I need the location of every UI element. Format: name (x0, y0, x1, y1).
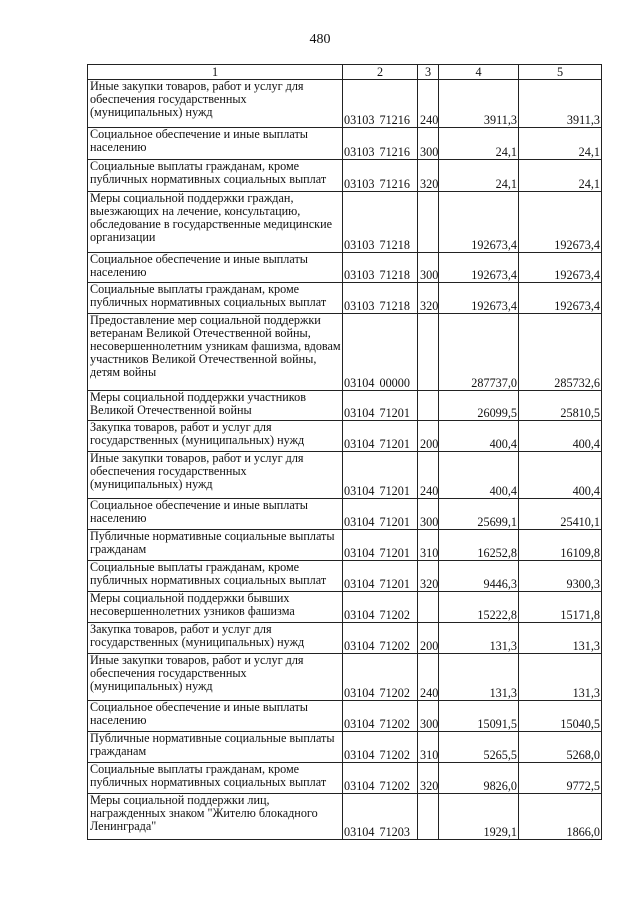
row-code-article: 71216 (379, 145, 410, 159)
page-number: 480 (309, 32, 331, 47)
row-amount-col5: 131,3 (519, 623, 602, 654)
table-row (88, 128, 602, 160)
row-amount-col4: 15222,8 (439, 592, 519, 623)
table-row (88, 314, 602, 391)
row-code (343, 283, 418, 314)
table-row (88, 763, 602, 794)
row-expense-type: 310 (418, 732, 439, 763)
row-amount-col5: 5268,0 (519, 732, 602, 763)
column-header-4: 4 (439, 65, 519, 80)
row-amount-col5: 15040,5 (519, 701, 602, 732)
row-amount-col4: 131,3 (439, 654, 519, 701)
row-code (343, 763, 418, 794)
row-code-article: 71201 (379, 546, 410, 560)
row-code (343, 160, 418, 192)
row-code (343, 192, 418, 253)
row-expense-type (418, 391, 439, 421)
table-header-row (88, 65, 602, 80)
row-amount-col4: 192673,4 (439, 253, 519, 283)
row-code-section: 03104 (344, 577, 375, 591)
row-code (343, 623, 418, 654)
row-amount-col5: 131,3 (519, 654, 602, 701)
row-amount-col5: 15171,8 (519, 592, 602, 623)
row-amount-col5: 9300,3 (519, 561, 602, 592)
row-name: Социальное обеспечение и иные выплаты населению (88, 499, 343, 530)
row-code-section: 03104 (344, 608, 375, 622)
row-name: Закупка товаров, работ и услуг для государственных (муниципальных) нужд (88, 623, 343, 654)
row-code-section: 03104 (344, 515, 375, 529)
row-amount-col4: 287737,0 (439, 314, 519, 391)
row-expense-type: 300 (418, 499, 439, 530)
row-code-article: 71201 (379, 577, 410, 591)
row-code-article: 71218 (379, 268, 410, 282)
row-code-article: 71202 (379, 779, 410, 793)
row-expense-type: 240 (418, 654, 439, 701)
table-row (88, 499, 602, 530)
row-code-section: 03104 (344, 686, 375, 700)
row-name: Социальные выплаты гражданам, кроме публичных нормативных социальных выплат (88, 283, 343, 314)
row-code (343, 530, 418, 561)
row-name: Меры социальной поддержки бывших несовершеннолетних узников фашизма (88, 592, 343, 623)
row-expense-type: 240 (418, 452, 439, 499)
row-code-article: 71201 (379, 406, 410, 420)
row-expense-type: 320 (418, 763, 439, 794)
row-amount-col4: 5265,5 (439, 732, 519, 763)
row-code-section: 03104 (344, 825, 375, 839)
table-body (88, 80, 602, 840)
row-code-section: 03104 (344, 546, 375, 560)
row-code-section: 03103 (344, 238, 375, 252)
row-name: Социальное обеспечение и иные выплаты населению (88, 253, 343, 283)
row-code-article: 00000 (379, 376, 410, 390)
row-code-article: 71201 (379, 515, 410, 529)
row-name: Меры социальной поддержки участников Великой Отечественной войны (88, 391, 343, 421)
row-code (343, 452, 418, 499)
row-code-section: 03104 (344, 376, 375, 390)
row-amount-col5: 400,4 (519, 452, 602, 499)
row-name: Иные закупки товаров, работ и услуг для обеспечения государственных (муниципальных) нужд (88, 654, 343, 701)
table-row (88, 561, 602, 592)
row-code-section: 03103 (344, 268, 375, 282)
row-name: Публичные нормативные социальные выплаты гражданам (88, 530, 343, 561)
table-row (88, 192, 602, 253)
row-code (343, 314, 418, 391)
row-code (343, 391, 418, 421)
table-row (88, 732, 602, 763)
row-amount-col5: 16109,8 (519, 530, 602, 561)
budget-table (87, 64, 602, 840)
row-expense-type (418, 192, 439, 253)
table-row (88, 592, 602, 623)
row-code (343, 80, 418, 128)
table-row (88, 391, 602, 421)
row-expense-type: 310 (418, 530, 439, 561)
row-name: Меры социальной поддержки граждан, выезжающих на лечение, консультацию, обследование в государственные медицинские организации (88, 192, 343, 253)
row-code-article: 71216 (379, 177, 410, 191)
row-name: Меры социальной поддержки лиц, награжденных знаком "Жителю блокадного Ленинграда" (88, 794, 343, 840)
row-name: Иные закупки товаров, работ и услуг для обеспечения государственных (муниципальных) нужд (88, 452, 343, 499)
row-code (343, 421, 418, 452)
table-row (88, 160, 602, 192)
row-amount-col4: 15091,5 (439, 701, 519, 732)
row-amount-col4: 131,3 (439, 623, 519, 654)
row-name: Социальные выплаты гражданам, кроме публичных нормативных социальных выплат (88, 160, 343, 192)
table-row (88, 701, 602, 732)
row-code-section: 03103 (344, 113, 375, 127)
row-name: Закупка товаров, работ и услуг для государственных (муниципальных) нужд (88, 421, 343, 452)
row-amount-col5: 400,4 (519, 421, 602, 452)
row-code-article: 71202 (379, 717, 410, 731)
row-amount-col4: 24,1 (439, 160, 519, 192)
row-name: Предоставление мер социальной поддержки ветеранам Великой Отечественной войны, несовершеннолетним узникам фашизма, вдовам участников Великой Отечественной войны, детям войны (88, 314, 343, 391)
row-code (343, 794, 418, 840)
row-expense-type (418, 794, 439, 840)
row-amount-col5: 3911,3 (519, 80, 602, 128)
row-code-article: 71216 (379, 113, 410, 127)
row-code (343, 253, 418, 283)
row-code (343, 654, 418, 701)
row-code-section: 03104 (344, 639, 375, 653)
row-code-article: 71218 (379, 299, 410, 313)
column-header-5: 5 (519, 65, 602, 80)
row-code-article: 71201 (379, 437, 410, 451)
row-amount-col4: 9826,0 (439, 763, 519, 794)
row-name: Социальное обеспечение и иные выплаты населению (88, 701, 343, 732)
table-row (88, 623, 602, 654)
table-row (88, 80, 602, 128)
row-code (343, 701, 418, 732)
table-row (88, 654, 602, 701)
row-name: Иные закупки товаров, работ и услуг для обеспечения государственных (муниципальных) нужд (88, 80, 343, 128)
table-row (88, 253, 602, 283)
row-name: Социальные выплаты гражданам, кроме публичных нормативных социальных выплат (88, 561, 343, 592)
row-name: Социальные выплаты гражданам, кроме публичных нормативных социальных выплат (88, 763, 343, 794)
row-amount-col4: 26099,5 (439, 391, 519, 421)
row-amount-col5: 192673,4 (519, 283, 602, 314)
table-row (88, 530, 602, 561)
row-code (343, 499, 418, 530)
row-expense-type: 320 (418, 160, 439, 192)
row-code-article: 71202 (379, 639, 410, 653)
row-amount-col4: 192673,4 (439, 283, 519, 314)
row-amount-col5: 24,1 (519, 160, 602, 192)
row-code (343, 732, 418, 763)
row-code-section: 03103 (344, 299, 375, 313)
row-code-section: 03104 (344, 717, 375, 731)
row-code-article: 71201 (379, 484, 410, 498)
row-expense-type (418, 592, 439, 623)
row-code-section: 03103 (344, 145, 375, 159)
row-amount-col5: 285732,6 (519, 314, 602, 391)
row-expense-type: 320 (418, 561, 439, 592)
row-amount-col5: 192673,4 (519, 253, 602, 283)
row-code-article: 71218 (379, 238, 410, 252)
row-name: Публичные нормативные социальные выплаты гражданам (88, 732, 343, 763)
row-amount-col5: 9772,5 (519, 763, 602, 794)
row-amount-col4: 9446,3 (439, 561, 519, 592)
row-expense-type: 240 (418, 80, 439, 128)
table-row (88, 452, 602, 499)
row-code-section: 03104 (344, 406, 375, 420)
row-amount-col5: 1866,0 (519, 794, 602, 840)
row-amount-col5: 25410,1 (519, 499, 602, 530)
row-amount-col4: 25699,1 (439, 499, 519, 530)
row-code-section: 03104 (344, 748, 375, 762)
row-name: Социальное обеспечение и иные выплаты населению (88, 128, 343, 160)
column-header-3: 3 (418, 65, 439, 80)
row-code-section: 03103 (344, 177, 375, 191)
row-amount-col4: 1929,1 (439, 794, 519, 840)
row-amount-col5: 192673,4 (519, 192, 602, 253)
row-code (343, 561, 418, 592)
column-header-1: 1 (88, 65, 343, 80)
table-row (88, 421, 602, 452)
row-amount-col4: 16252,8 (439, 530, 519, 561)
row-amount-col5: 24,1 (519, 128, 602, 160)
row-expense-type: 320 (418, 283, 439, 314)
row-code-article: 71202 (379, 686, 410, 700)
table-row (88, 283, 602, 314)
row-code-section: 03104 (344, 437, 375, 451)
row-code-section: 03104 (344, 779, 375, 793)
row-expense-type: 300 (418, 128, 439, 160)
column-header-2: 2 (343, 65, 418, 80)
row-expense-type: 200 (418, 623, 439, 654)
row-amount-col4: 400,4 (439, 421, 519, 452)
table-row (88, 794, 602, 840)
row-code-article: 71202 (379, 608, 410, 622)
row-amount-col4: 192673,4 (439, 192, 519, 253)
row-code (343, 592, 418, 623)
row-amount-col4: 400,4 (439, 452, 519, 499)
row-amount-col5: 25810,5 (519, 391, 602, 421)
row-code-section: 03104 (344, 484, 375, 498)
row-expense-type: 300 (418, 701, 439, 732)
row-code-article: 71202 (379, 748, 410, 762)
row-amount-col4: 3911,3 (439, 80, 519, 128)
row-expense-type: 200 (418, 421, 439, 452)
row-code (343, 128, 418, 160)
row-code-article: 71203 (379, 825, 410, 839)
row-expense-type: 300 (418, 253, 439, 283)
row-expense-type (418, 314, 439, 391)
row-amount-col4: 24,1 (439, 128, 519, 160)
